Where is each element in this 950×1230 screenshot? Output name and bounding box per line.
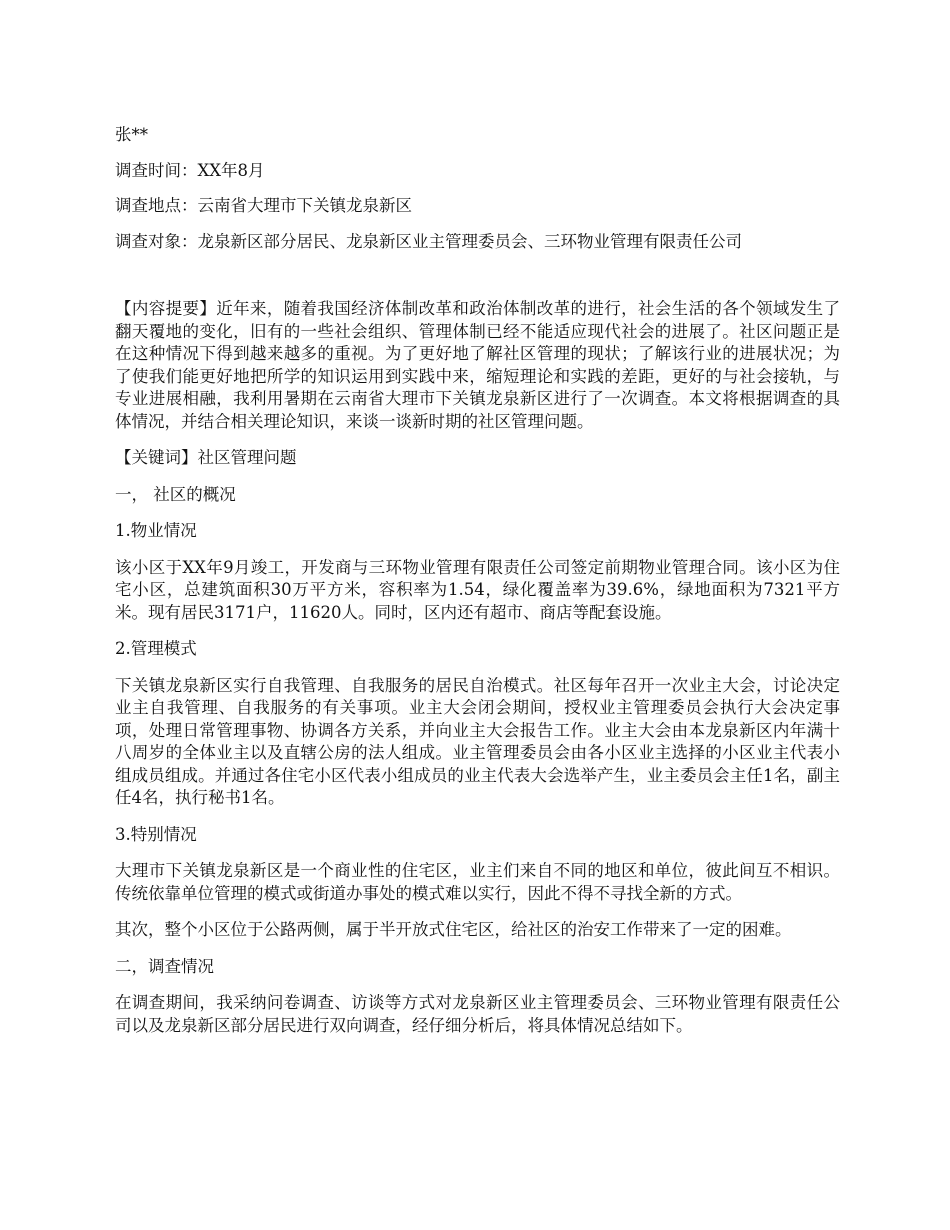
paragraph-property: 该小区于XX年9月竣工，开发商与三环物业管理有限责任公司签定前期物业管理合同。该小区为住宅小区，总建筑面积30万平方米，容积率为1.54，绿化覆盖率为39.6%，绿地面积为7321平方米。现有居民3171户，11620人。同时，区内还有超市、商店等配套设施。: [115, 557, 840, 622]
keywords-line: 【关键词】社区管理问题: [115, 448, 297, 467]
paragraph-management-mode: 下关镇龙泉新区实行自我管理、自我服务的居民自治模式。社区每年召开一次业主大会，讨论决定业主自我管理、自我服务的有关事项。业主大会闭会期间，授权业主管理委员会执行大会决定事项，处理日常管理事物、协调各方关系，并向业主大会报告工作。业主大会由本龙泉新区内年满十八周岁的全体业主以及直辖公房的法人组成。业主管理委员会由各小区业主选择的小区业主代表小组成员组成。并通过各住宅小区代表小组成员的业主代表大会选举产生，业主委员会主任1名，副主任4名，执行秘书1名。: [115, 675, 840, 807]
subheading-management-mode: 2.管理模式: [115, 639, 197, 658]
survey-time: 调查时间：XX年8月: [115, 160, 265, 180]
blank-line: [115, 266, 840, 298]
survey-place: 调查地点：云南省大理市下关镇龙泉新区: [115, 196, 412, 215]
abstract-paragraph: 【内容提要】近年来，随着我国经济体制改革和政治体制改革的进行，社会生活的各个领域发生了翻天覆地的变化，旧有的一些社会组织、管理体制已经不能适应现代社会的进展了。社区问题正是在这种情况下得到越来越多的重视。为了更好地了解社区管理的现状；了解该行业的进展状况；为了使我们能更好地把所学的知识运用到实践中来，缩短理论和实践的差距，更好的与社会接轨，与专业进展相融，我利用暑期在云南省大理市下关镇龙泉新区进行了一次调查。本文将根据调查的具体情况，并结合相关理论知识，来谈一谈新时期的社区管理问题。: [115, 299, 840, 431]
paragraph-special-situation-2: 其次，整个小区位于公路两侧，属于半开放式住宅区，给社区的治安工作带来了一定的困难。: [115, 920, 792, 939]
author-line: 张**: [115, 125, 148, 144]
report-meta: [115, 124, 840, 253]
subheading-special-situation: 3.特别情况: [115, 824, 197, 844]
survey-target: 调查对象：龙泉新区部分居民、龙泉新区业主管理委员会、三环物业管理有限责任公司: [115, 231, 742, 251]
document-body: [115, 124, 840, 1051]
section-heading-overview: 一， 社区的概况: [115, 484, 236, 504]
paragraph-survey: 在调查期间，我采纳问卷调查、访谈等方式对龙泉新区业主管理委员会、三环物业管理有限责任公司以及龙泉新区部分居民进行双向调查，经仔细分析后，将具体情况总结如下。: [115, 993, 840, 1035]
paragraph-special-situation-1: 大理市下关镇龙泉新区是一个商业性的住宅区，业主们来自不同的地区和单位，彼此间互不相识。传统依靠单位管理的模式或街道办事处的模式难以实行，因此不得不寻找全新的方式。: [115, 861, 840, 903]
subheading-property: 1.物业情况: [115, 521, 197, 540]
section-heading-survey: 二，调查情况: [115, 956, 214, 976]
